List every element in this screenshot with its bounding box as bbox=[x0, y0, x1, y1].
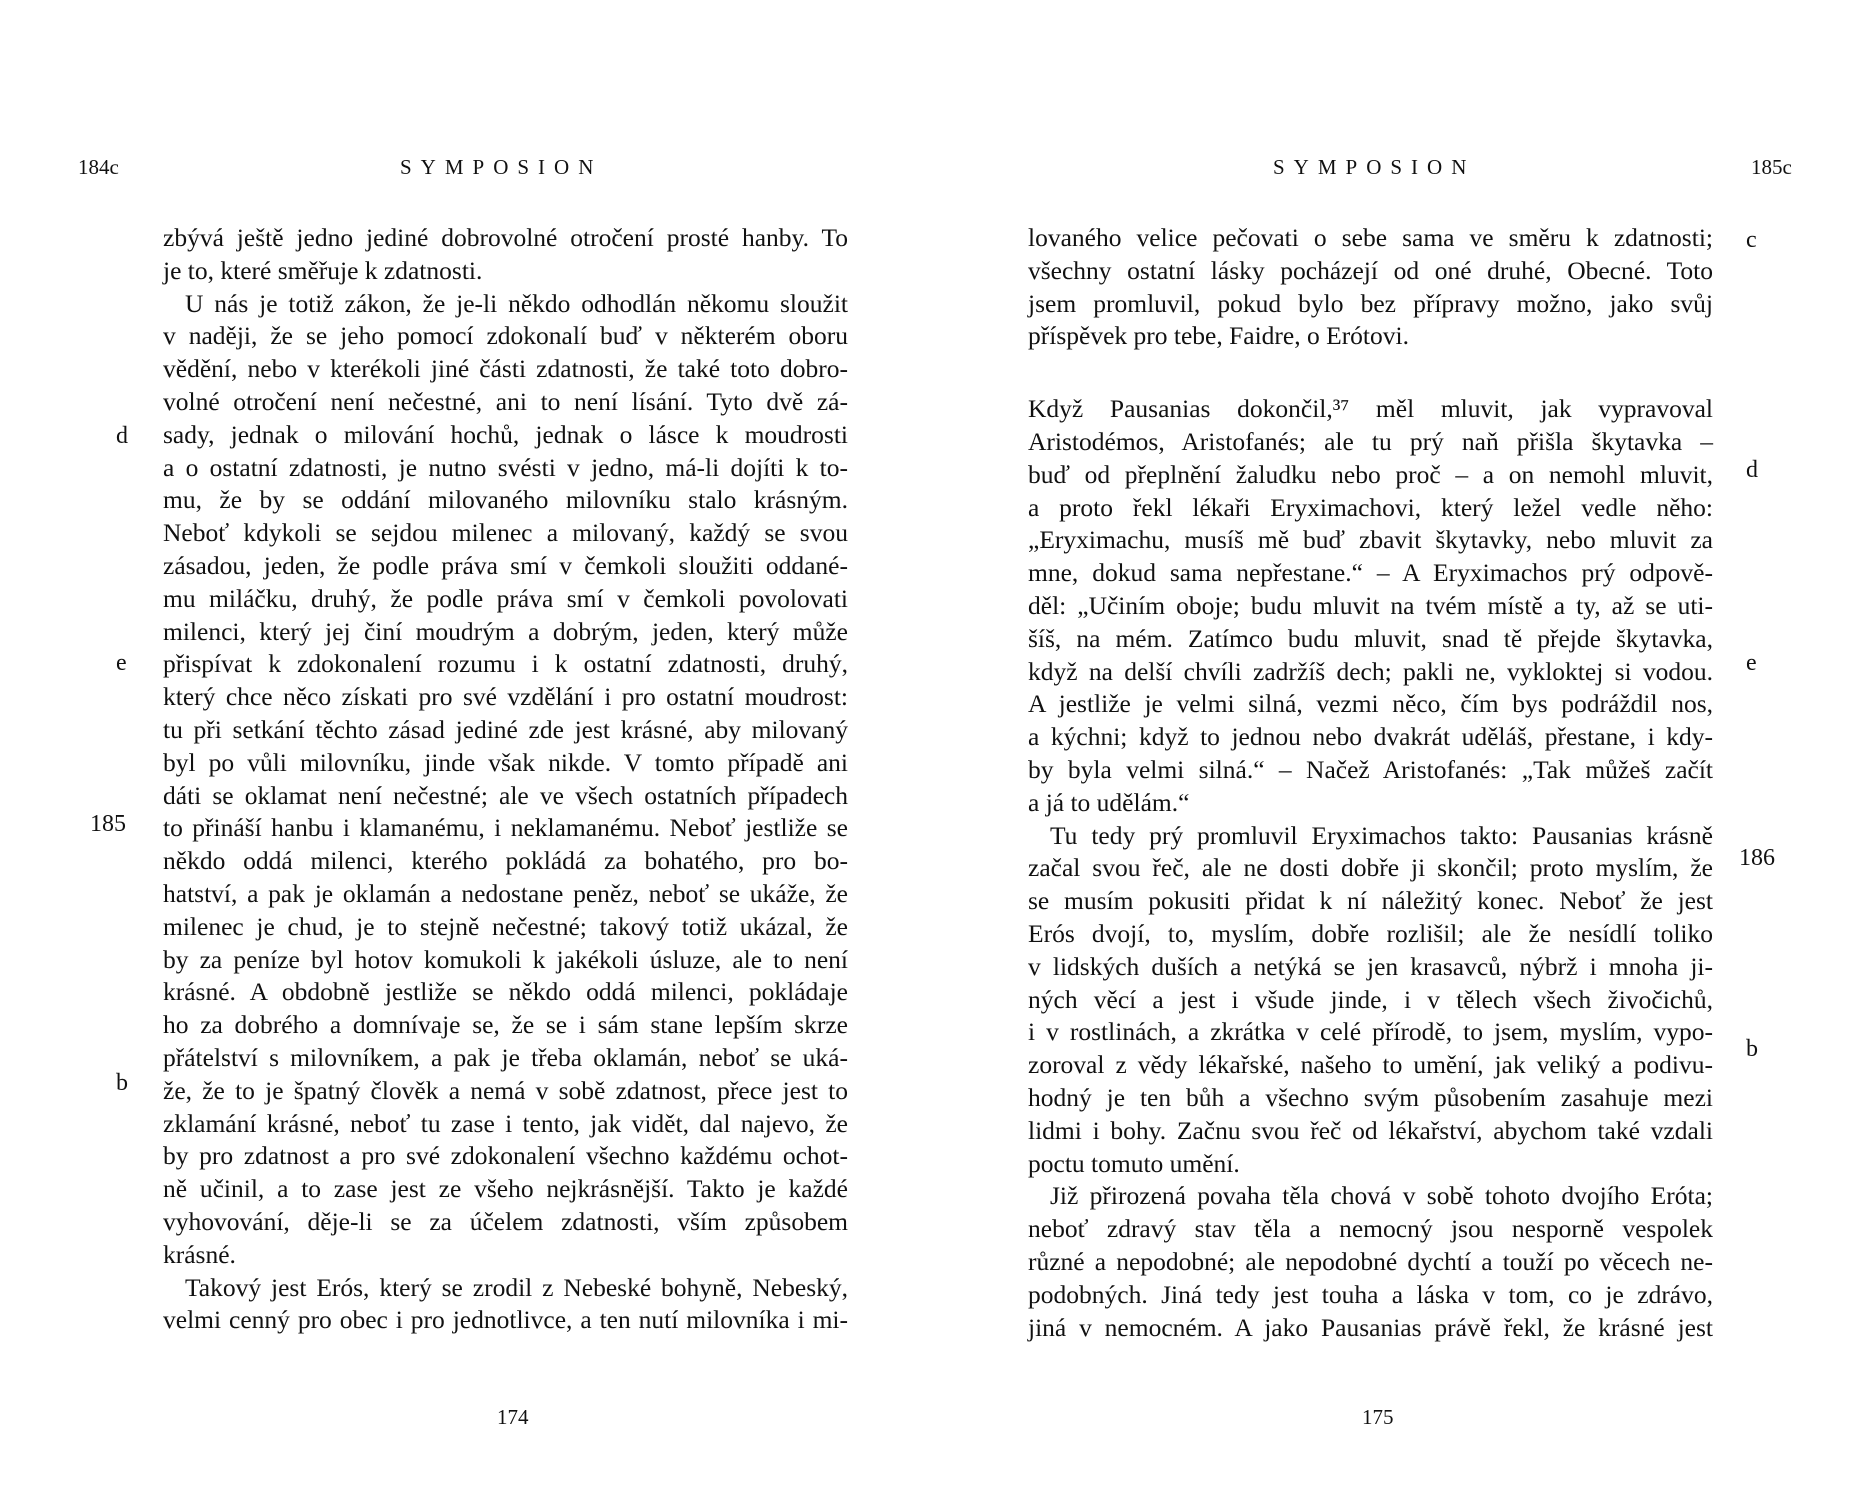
text-line: sady, jednak o milování hochů, jednak o lásce k moudrosti bbox=[163, 419, 848, 449]
text-line: zoroval z vědy lékařské, našeho to umění, jak veliký a podivu- bbox=[1028, 1050, 1713, 1080]
text-line: všechny ostatní lásky pocházejí od oné druhé, Obecné. Toto bbox=[1028, 255, 1713, 285]
text-line: i v rostlinách, a zkrátka v celé přírodě, to jsem, myslím, vypo- bbox=[1028, 1017, 1713, 1047]
text-line: někdo oddá milenci, kterého pokládá za bohatého, pro bo- bbox=[163, 846, 848, 876]
margin-marker: e bbox=[116, 650, 127, 676]
text-line: který chce něco získati pro své vzdělání i pro ostatní moudrost: bbox=[163, 682, 848, 712]
text-line: vyhovování, děje-li se za účelem zdatnosti, vším způsobem bbox=[163, 1206, 848, 1236]
text-line: se musím pokusiti přidat k ní náležitý konec. Neboť že jest bbox=[1028, 886, 1713, 916]
text-line: milenci, který jej činí moudrým a dobrým, jeden, který může bbox=[163, 616, 848, 646]
text-line: Již přirozená povaha těla chová v sobě tohoto dvojího Eróta; bbox=[1050, 1181, 1713, 1211]
body-text bbox=[1028, 222, 1713, 1344]
text-line: by za peníze byl hotov komukoli k jakékoli úsluze, ale to není bbox=[163, 944, 848, 974]
text-line: hodný je ten bůh a všechno svým působením zasahuje mezi bbox=[1028, 1082, 1713, 1112]
text-line: jsem promluvil, pokud bylo bez přípravy možno, jako svůj bbox=[1028, 288, 1713, 318]
text-line: Erós dvojí, to, myslím, dobře rozlišil; ale že nesídlí toliko bbox=[1028, 918, 1713, 948]
text-line: podobných. Jiná tedy jest touha a láska v tom, co je zdrávo, bbox=[1028, 1279, 1713, 1309]
text-line: to přináší hanbu i klamanému, i neklamanému. Neboť jestliže se bbox=[163, 813, 848, 843]
margin-marker: 185 bbox=[90, 811, 126, 837]
text-line: že, že to je špatný člověk a nemá v sobě zdatnost, přece jest to bbox=[163, 1075, 848, 1105]
right-page bbox=[931, 0, 1862, 1501]
text-line: mu miláčku, druhý, že podle práva smí v čemkoli povolovati bbox=[163, 583, 848, 613]
text-line: šíš, na mém. Zatímco budu mluvit, snad tě přejde škytavka, bbox=[1028, 623, 1713, 653]
text-line: volné otročení není nečestné, ani to není lísání. Tyto dvě zá- bbox=[163, 386, 848, 416]
text-line: různé a nepodobné; ale nepodobné dychtí a touží po věcech ne- bbox=[1028, 1246, 1713, 1276]
page-number: 174 bbox=[497, 1405, 529, 1429]
text-line: a o ostatní zdatnosti, je nutno svésti v jedno, má-li dojíti k to- bbox=[163, 452, 848, 482]
text-line: v naději, že se jeho pomocí zdokonalí buď v některém oboru bbox=[163, 321, 848, 351]
text-line: příspěvek pro tebe, Faidre, o Erótovi. bbox=[1028, 321, 1409, 351]
text-line: poctu tomuto umění. bbox=[1028, 1148, 1240, 1178]
margin-marker: e bbox=[1746, 650, 1757, 676]
text-line: milenec je chud, je to stejně nečestné; takový totiž ukázal, že bbox=[163, 911, 848, 941]
text-line: mne, dokud sama nepřestane.“ – A Eryximachos prý odpově- bbox=[1028, 558, 1713, 588]
text-line: v lidských duších a netýká se jen krasavců, nýbrž i mnoha ji- bbox=[1028, 951, 1713, 981]
text-line: hatství, a pak je oklamán a nedostane peněz, neboť se ukáže, že bbox=[163, 878, 848, 908]
margin-marker: b bbox=[116, 1070, 128, 1096]
running-title: SYMPOSION bbox=[1273, 155, 1476, 179]
running-title: SYMPOSION bbox=[400, 155, 603, 179]
text-line: A jestliže je velmi silná, vezmi něco, čím bys podráždil nos, bbox=[1028, 689, 1713, 719]
page-number: 175 bbox=[1362, 1405, 1394, 1429]
text-line: ho za dobrého a domnívaje se, že se i sám stane lepším skrze bbox=[163, 1010, 848, 1040]
text-line: Tu tedy prý promluvil Eryximachos takto: Pausanias krásně bbox=[1050, 820, 1713, 850]
text-line: přátelství s milovníkem, a pak je třeba oklamán, neboť se uká- bbox=[163, 1042, 848, 1072]
text-line: byl po vůli milovníku, jinde však nikde. V tomto případě ani bbox=[163, 747, 848, 777]
text-line: ných věcí a jest i všude jinde, i v tělech všech živočichů, bbox=[1028, 984, 1713, 1014]
margin-marker: d bbox=[116, 423, 128, 449]
text-line: a kýchni; když to jednou nebo dvakrát uděláš, přestane, i kdy- bbox=[1028, 722, 1713, 752]
text-line: přispívat k zdokonalení rozumu i k ostatní zdatnosti, druhý, bbox=[163, 649, 848, 679]
text-line: mu, že by se oddání milovaného milovníku stalo krásným. bbox=[163, 485, 848, 515]
text-line: Aristodémos, Aristofanés; ale tu prý naň přišla škytavka – bbox=[1028, 426, 1713, 456]
text-line: by pro zdatnost a pro své zdokonalení všechno každému ochot- bbox=[163, 1141, 848, 1171]
text-line: Neboť kdykoli se sejdou milenec a milovaný, každý se svou bbox=[163, 518, 848, 548]
text-line: dáti se oklamat není nečestné; ale ve všech ostatních případech bbox=[163, 780, 848, 810]
text-line: začal svou řeč, ale ne dosti dobře ji skončil; proto myslím, že bbox=[1028, 853, 1713, 883]
text-line: Takový jest Erós, který se zrodil z Nebeské bohyně, Nebeský, bbox=[185, 1272, 848, 1302]
stephanus-reference: 184c bbox=[78, 155, 119, 179]
text-line: tu při setkání těchto zásad jediné zde jest krásné, aby milovaný bbox=[163, 714, 848, 744]
text-line: by byla velmi silná.“ – Načež Aristofanés: „Tak můžeš začít bbox=[1028, 754, 1713, 784]
text-line: krásné. A obdobně jestliže se někdo oddá milenci, pokládaje bbox=[163, 977, 848, 1007]
text-line: lidmi i bohy. Začnu svou řeč od lékařství, abychom také vzdali bbox=[1028, 1115, 1713, 1145]
text-line: děl: „Učiním oboje; budu mluvit na tvém místě a ty, až se uti- bbox=[1028, 590, 1713, 620]
text-line: když na delší chvíli zadržíš dech; pakli ne, vykloktej si vodou. bbox=[1028, 656, 1713, 686]
text-line: a já to udělám.“ bbox=[1028, 787, 1190, 817]
text-line: je to, které směřuje k zdatnosti. bbox=[163, 255, 483, 285]
text-line: jiná v nemocném. A jako Pausanias právě řekl, že krásné jest bbox=[1028, 1312, 1713, 1342]
text-line: U nás je totiž zákon, že je-li někdo odhodlán někomu sloužit bbox=[185, 288, 848, 318]
margin-marker: b bbox=[1746, 1036, 1758, 1062]
text-line: zklamání krásné, neboť tu zase i tento, jak vidět, dal najevo, že bbox=[163, 1108, 848, 1138]
body-text bbox=[163, 222, 848, 1337]
text-line: neboť zdravý stav těla a nemocný jsou nesporně vespolek bbox=[1028, 1214, 1713, 1244]
text-line: zásadou, jeden, že podle práva smí v čemkoli sloužiti oddané- bbox=[163, 550, 848, 580]
text-line: ně učinil, a to zase jest ze všeho nejkrásnější. Takto je každé bbox=[163, 1174, 848, 1204]
margin-marker: 186 bbox=[1739, 845, 1775, 871]
text-line: a proto řekl lékaři Eryximachovi, který ležel vedle něho: bbox=[1028, 492, 1713, 522]
text-line: zbývá ještě jedno jediné dobrovolné otročení prosté hanby. To bbox=[163, 223, 848, 252]
text-line: „Eryximachu, musíš mě buď zbavit škytavky, nebo mluvit za bbox=[1028, 525, 1713, 555]
text-line: Když Pausanias dokončil,³⁷ měl mluvit, jak vypravoval bbox=[1028, 394, 1713, 424]
text-line: vědění, nebo v kterékoli jiné části zdatnosti, že také toto dobro- bbox=[163, 354, 848, 384]
text-line: krásné. bbox=[163, 1239, 236, 1269]
stephanus-reference: 185c bbox=[1751, 155, 1792, 179]
text-line: lovaného velice pečovati o sebe sama ve směru k zdatnosti; bbox=[1028, 223, 1713, 252]
margin-marker: c bbox=[1746, 227, 1757, 253]
text-line: buď od přeplnění žaludku nebo proč – a on nemohl mluvit, bbox=[1028, 459, 1713, 489]
text-line: velmi cenný pro obec i pro jednotlivce, a ten nutí milovníka i mi- bbox=[163, 1305, 848, 1335]
margin-marker: d bbox=[1746, 457, 1758, 483]
